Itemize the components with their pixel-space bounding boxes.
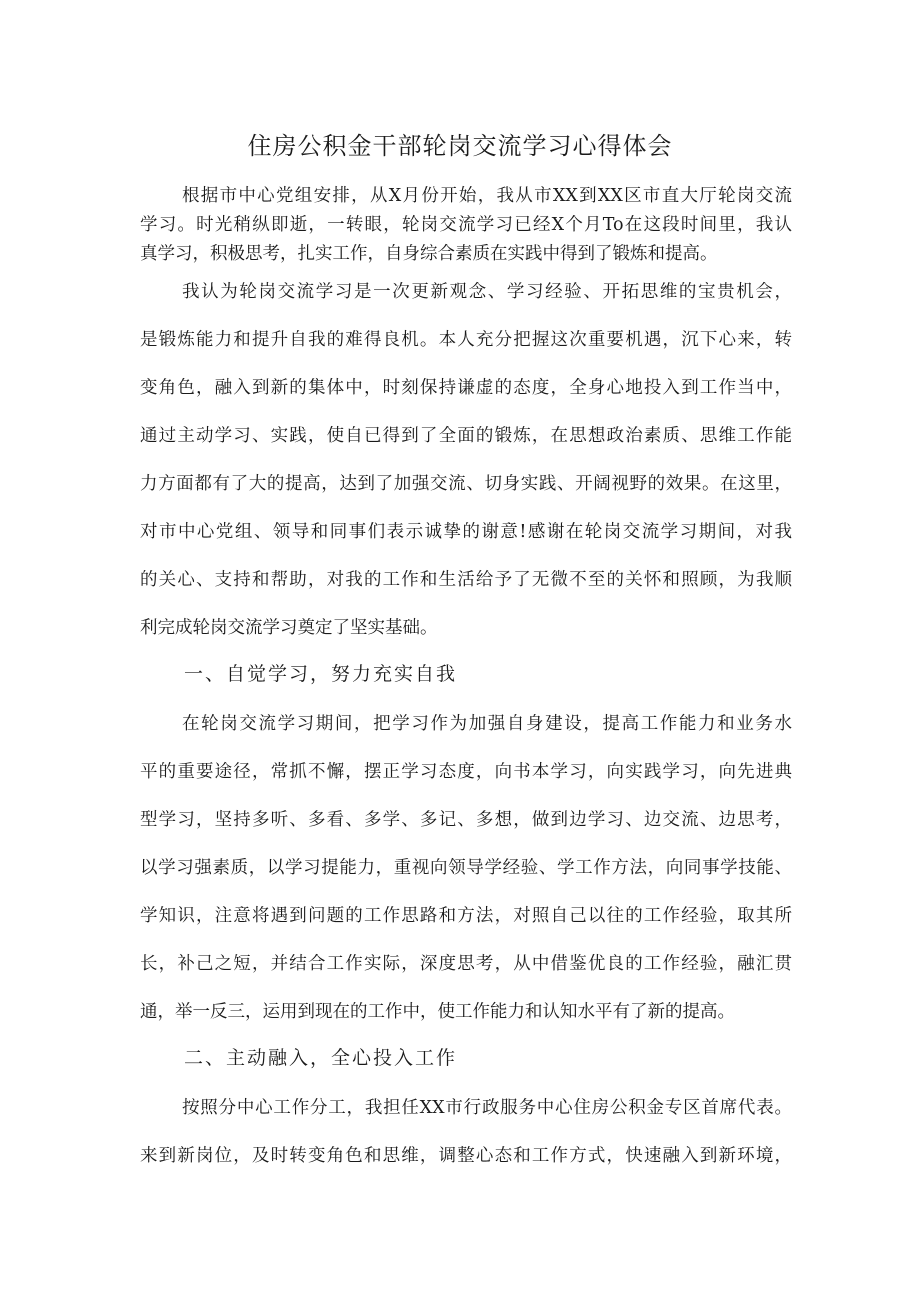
paragraph-3-line-1: 在轮岗交流学习期间，把学习作为加强自身建设，提高工作能力和业务水 — [182, 714, 792, 734]
paragraph-4-line-1: 按照分中心工作分工，我担任XX市行政服务中心住房公积金专区首席代表。 — [182, 1098, 792, 1118]
paragraph-1-line-3: 真学习，积极思考，扎实工作，自身综合素质在实践中得到了锻炼和提高。 — [140, 244, 718, 264]
paragraph-4-line-2: 来到新岗位，及时转变角色和思维，调整心态和工作方式，快速融入到新环境， — [140, 1146, 792, 1166]
paragraph-1-line-2: 学习。时光稍纵即逝，一转眼，轮岗交流学习已经X个月To在这段时间里，我认 — [140, 215, 792, 235]
paragraph-2-line-7: 的关心、支持和帮助，对我的工作和生活给予了无微不至的关怀和照顾，为我顺 — [140, 570, 792, 590]
paragraph-3-line-3: 型学习，坚持多听、多看、多学、多记、多想，做到边学习、边交流、边思考， — [140, 810, 792, 830]
paragraph-3-line-7: 通，举一反三，运用到现在的工作中，使工作能力和认知水平有了新的提高。 — [140, 1002, 735, 1022]
paragraph-1-line-1: 根据市中心党组安排，从X月份开始，我从市XX到XX区市直大厅轮岗交流 — [182, 186, 792, 206]
paragraph-2-line-5: 力方面都有了大的提高，达到了加强交流、切身实践、开阔视野的效果。在这里， — [140, 474, 792, 494]
document-title: 住房公积金干部轮岗交流学习心得体会 — [247, 132, 673, 160]
paragraph-2-line-2: 是锻炼能力和提升自我的难得良机。本人充分把握这次重要机遇，沉下心来，转 — [140, 330, 792, 350]
paragraph-3-line-6: 长，补己之短，并结合工作实际，深度思考，从中借鉴优良的工作经验，融汇贯 — [140, 954, 792, 974]
paragraph-3-line-2: 平的重要途径，常抓不懈，摆正学习态度，向书本学习，向实践学习，向先进典 — [140, 762, 792, 782]
paragraph-3-line-4: 以学习强素质，以学习提能力，重视向领导学经验、学工作方法，向同事学技能、 — [140, 858, 792, 878]
paragraph-2-line-1: 我认为轮岗交流学习是一次更新观念、学习经验、开拓思维的宝贵机会， — [182, 282, 792, 302]
paragraph-2-line-6: 对市中心党组、领导和同事们表示诚挚的谢意!感谢在轮岗交流学习期间，对我 — [140, 522, 792, 542]
section-heading-2: 二、主动融入，全心投入工作 — [184, 1047, 458, 1069]
paragraph-2-line-8: 利完成轮岗交流学习奠定了坚实基础。 — [140, 618, 438, 638]
section-heading-1: 一、自觉学习，努力充实自我 — [184, 663, 458, 685]
paragraph-3-line-5: 学知识，注意将遇到问题的工作思路和方法，对照自己以往的工作经验，取其所 — [140, 906, 792, 926]
paragraph-2-line-3: 变角色，融入到新的集体中，时刻保持谦虚的态度，全身心地投入到工作当中， — [140, 378, 792, 398]
paragraph-2-line-4: 通过主动学习、实践，使自已得到了全面的锻炼，在思想政治素质、思维工作能 — [140, 426, 792, 446]
